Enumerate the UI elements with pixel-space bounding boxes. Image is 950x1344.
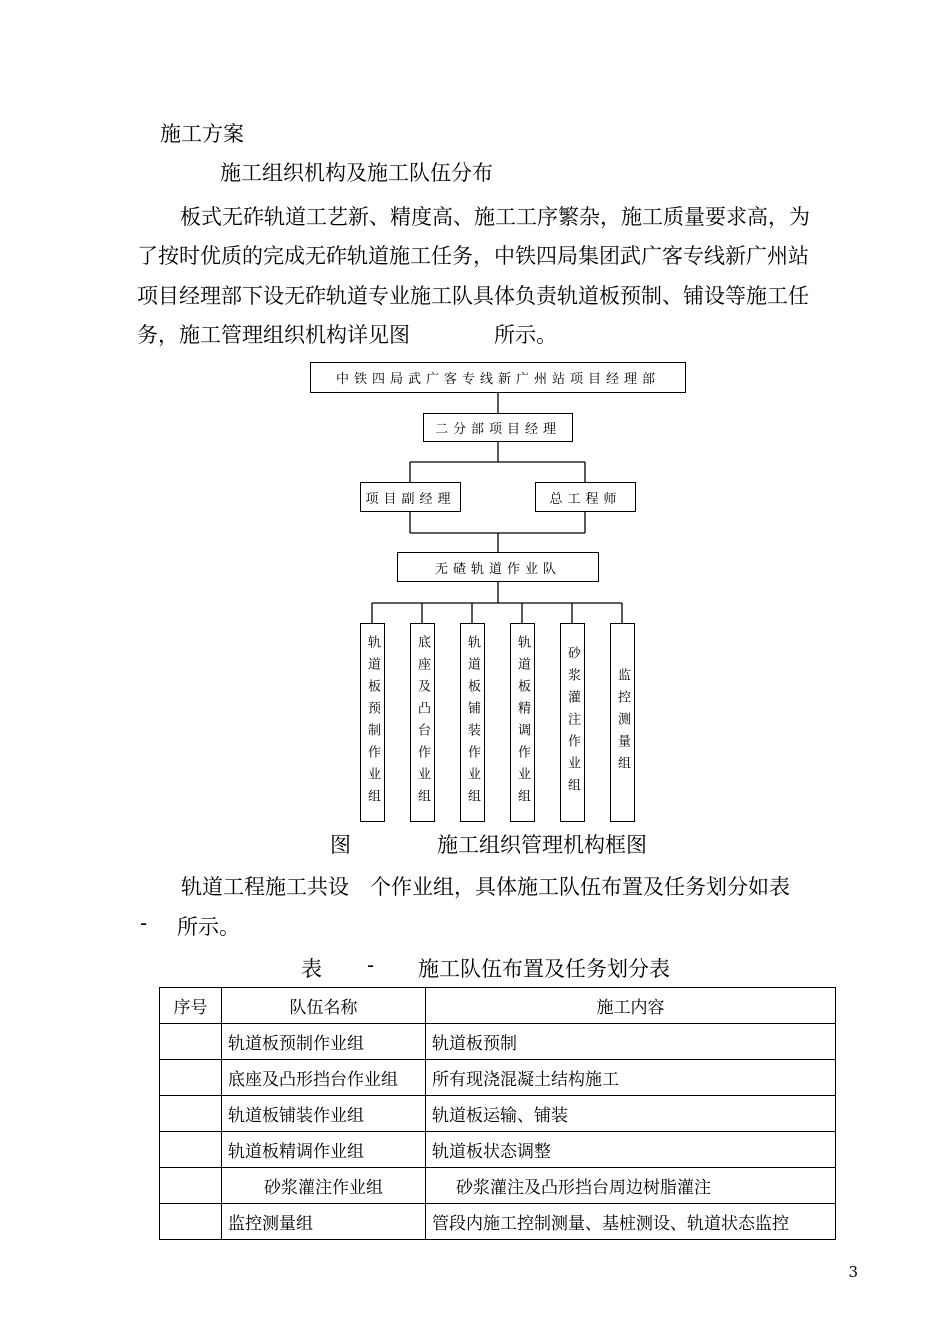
org-group-box-3 <box>460 623 485 822</box>
cell-team-name: 砂浆灌注作业组 <box>222 1168 426 1204</box>
table-caption-dash: - <box>367 953 375 977</box>
team-assignment-table <box>159 987 836 1240</box>
cell-team-name: 底座及凸形挡台作业组 <box>222 1060 426 1096</box>
cell-no <box>160 1024 222 1060</box>
intro-line-1: 板式无砟轨道工艺新、精度高、施工工序繁杂，施工质量要求高，为 <box>180 205 810 229</box>
org-top-box: 中铁四局武广客专线新广州站项目经理部 <box>310 362 686 393</box>
body-line-1a: 轨道工程施工共设 <box>181 875 349 899</box>
org-deputy-box: 项目副经理 <box>360 482 461 512</box>
org-group-label-5: 砂浆灌注作业组 <box>565 645 580 800</box>
cell-content: 管段内施工控制测量、基桩测设、轨道状态监控 <box>426 1204 836 1240</box>
org-group-label-1: 轨道板预制作业组 <box>365 634 380 811</box>
subsection-heading: 施工组织机构及施工队伍分布 <box>220 161 493 185</box>
body-line-2a: - <box>140 911 148 935</box>
cell-content: 轨道板运输、铺装 <box>426 1096 836 1132</box>
cell-no <box>160 1060 222 1096</box>
cell-team-name: 轨道板预制作业组 <box>222 1024 426 1060</box>
table-caption-label: 表 <box>301 957 322 981</box>
cell-content: 所有现浇混凝土结构施工 <box>426 1060 836 1096</box>
intro-line-4: 务，施工管理组织机构详见图 <box>137 323 410 347</box>
header-no: 序号 <box>160 988 222 1024</box>
cell-no <box>160 1204 222 1240</box>
org-team-box: 无碴轨道作业队 <box>397 552 599 582</box>
intro-line-3: 项目经理部下设无砟轨道专业施工队具体负责轨道板预制、铺设等施工任 <box>137 284 809 308</box>
cell-team-name: 轨道板铺装作业组 <box>222 1096 426 1132</box>
cell-no <box>160 1132 222 1168</box>
table-row <box>160 1060 836 1096</box>
body-line-1b: 个作业组，具体施工队伍布置及任务划分如表 <box>370 875 790 899</box>
org-group-label-4: 轨道板精调作业组 <box>515 634 530 811</box>
org-group-box-1 <box>360 623 385 822</box>
table-caption-title: 施工队伍布置及任务划分表 <box>418 957 670 981</box>
page-number: 3 <box>848 1263 858 1281</box>
cell-content: 轨道板预制 <box>426 1024 836 1060</box>
intro-line-4-tail: 所示。 <box>494 323 557 347</box>
table-row <box>160 1024 836 1060</box>
intro-line-2: 了按时优质的完成无砟轨道施工任务，中铁四局集团武广客专线新广州站 <box>137 244 809 268</box>
table-row <box>160 1132 836 1168</box>
header-team-name: 队伍名称 <box>222 988 426 1024</box>
cell-team-name: 监控测量组 <box>222 1204 426 1240</box>
org-group-box-5 <box>560 623 585 822</box>
table-row <box>160 1204 836 1240</box>
org-group-label-3: 轨道板铺装作业组 <box>465 634 480 811</box>
cell-no <box>160 1096 222 1132</box>
org-group-label-2: 底座及凸台作业组 <box>415 634 430 811</box>
cell-no <box>160 1168 222 1204</box>
body-line-2b: 所示。 <box>177 915 240 939</box>
section-heading: 施工方案 <box>160 122 244 146</box>
table-row <box>160 1096 836 1132</box>
table-row <box>160 1168 836 1204</box>
org-group-box-6 <box>610 623 635 822</box>
org-group-label-6: 监控测量组 <box>615 667 630 778</box>
cell-content: 轨道板状态调整 <box>426 1132 836 1168</box>
figure-caption-title: 施工组织管理机构框图 <box>437 833 647 857</box>
org-level2-box: 二分部项目经理 <box>423 413 573 442</box>
header-content: 施工内容 <box>426 988 836 1024</box>
org-group-box-4 <box>510 623 535 822</box>
figure-caption-label: 图 <box>330 833 351 857</box>
org-chief-engineer-box: 总工程师 <box>535 482 636 512</box>
cell-content: 砂浆灌注及凸形挡台周边树脂灌注 <box>426 1168 836 1204</box>
org-group-box-2 <box>410 623 435 822</box>
cell-team-name: 轨道板精调作业组 <box>222 1132 426 1168</box>
table-header-row <box>160 988 836 1024</box>
